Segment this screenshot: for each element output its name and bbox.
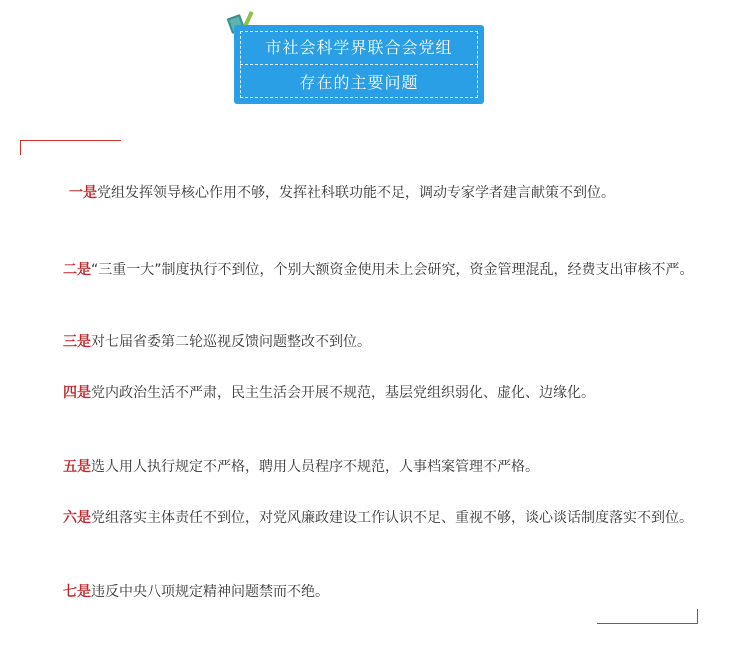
issue-text: 党组落实主体责任不到位，对党风廉政建设工作认识不足、重视不够，谈心谈话制度落实不到位。 [91,510,693,526]
issue-label: 四是 [63,385,91,401]
issue-item-6 [33,506,723,531]
issue-item-2 [33,258,723,283]
issue-item-5 [33,455,723,480]
issue-label: 五是 [63,459,91,475]
issue-item-1 [33,181,729,206]
issue-text: 对七届省委第二轮巡视反馈问题整改不到位。 [91,334,371,350]
issue-label: 三是 [63,334,91,350]
header-title: 市社会科学界联合会党组 [265,38,453,57]
issue-label: 二是 [63,262,91,278]
corner-decoration-bottom-right [597,609,698,624]
issue-label: 一是 [69,185,97,201]
header-banner [234,25,484,104]
corner-decoration-top-left [20,140,121,155]
issue-text: “三重一大”制度执行不到位，个别大额资金使用未上会研究，资金管理混乱，经费支出审核不严。 [91,262,694,278]
issue-label: 七是 [63,584,91,600]
issue-item-4 [33,381,723,406]
issue-text: 选人用人执行规定不严格，聘用人员程序不规范，人事档案管理不严格。 [91,459,539,475]
header-divider [240,64,478,65]
issue-item-7 [33,580,723,605]
issue-text: 违反中央八项规定精神问题禁而不绝。 [91,584,329,600]
issue-item-3 [33,330,723,355]
issue-text: 党组发挥领导核心作用不够，发挥社科联功能不足，调动专家学者建言献策不到位。 [97,185,615,201]
header-subtitle: 存在的主要问题 [299,73,419,92]
issue-text: 党内政治生活不严肃，民主生活会开展不规范，基层党组织弱化、虚化、边缘化。 [91,385,595,401]
issue-label: 六是 [63,510,91,526]
